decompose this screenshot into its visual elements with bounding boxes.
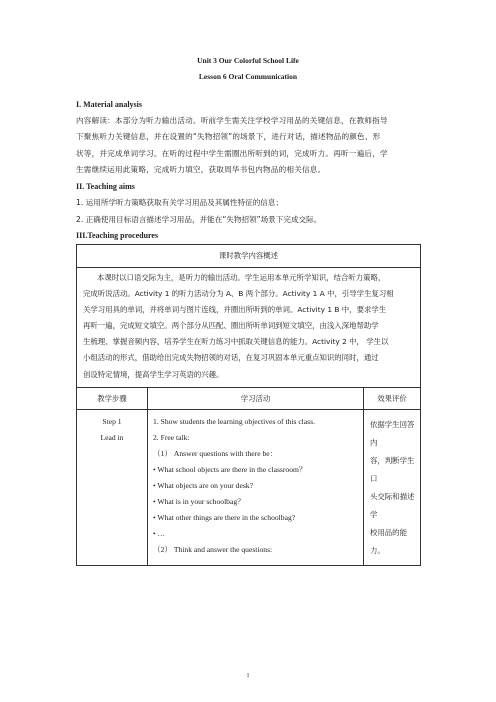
activity-line: • What other things are there in the schoolbag? [153, 513, 296, 523]
section-heading-material-analysis: I. Material analysis [76, 100, 142, 109]
page-number: 1 [246, 673, 250, 679]
section-heading-teaching-aims: II. Teaching aims [76, 182, 135, 191]
evaluation-line: 校用品的能力。 [370, 527, 407, 555]
activity-line: • … [153, 529, 166, 539]
activity-line: • What objects are on your desk? [153, 481, 253, 491]
overview-line: 再听一遍，完成短文填空。两个部分从匹配、圈出所听单词到短文填空，由浅入深地帮助学 [83, 321, 379, 331]
document-subtitle: Lesson 6 Oral Communication [198, 72, 298, 81]
column-header-step: 教学步骤 [77, 387, 148, 409]
column-header-evaluation: 效果评价 [364, 387, 421, 409]
activity-line: • What school objects are there in the classroom？ [153, 464, 307, 474]
activity-line: （2） Think and answer the questions: [153, 545, 273, 555]
step-cell [77, 409, 148, 565]
evaluation-line: 依据学生回答内 [370, 419, 415, 447]
paragraph-line: 下聚焦听力关键信息，并在设置的“失物招领”的场景下，进行对话，描述物品的颜色、形 [76, 132, 381, 142]
overview-title: 课时教学内容概述 [77, 245, 421, 268]
paragraph-line: 生需继续运用此策略，完成听力填空，获取周华书包内物品的相关信息。 [76, 165, 326, 175]
overview-body [77, 268, 421, 388]
overview-line: 创设特定情境，提高学生学习英语的兴趣。 [83, 369, 224, 379]
teaching-procedures-table [76, 244, 421, 566]
activities-cell [148, 409, 364, 565]
material-analysis-paragraph [76, 113, 421, 179]
paragraph-line: 状等，并完成单词学习。在听的过程中学生需圈出所听到的词，完成听力。再听一遍后，学 [76, 148, 388, 158]
teaching-aim-item: 2. 正确使用目标语言描述学习用品，并能在“失物招领”场景下完成交际。 [76, 215, 322, 224]
overview-line: 完成听说活动。Activity 1 的听力活动分为 A、B 两个部分。Activity 1 A 中，引导学生复习相 [83, 289, 394, 299]
evaluation-line: 头交际和描述学 [370, 491, 415, 519]
overview-line: 本课时以口语交际为主，是听力的输出活动。学生运用本单元所学知识，结合听力策略， [97, 273, 386, 282]
step-number: Step 1 [102, 416, 122, 426]
step-name: Lead in [100, 432, 124, 442]
section-heading-teaching-procedures: III.Teaching procedures [76, 231, 159, 240]
overview-line: 生梳理、掌握音频内容，培养学生在听力练习中抓取关键信息的能力。Activity 2 中， 学生以 [83, 337, 389, 347]
overview-line: 关学习用具的单词，并将单词与图片连线，并圈出所听到的单词。Activity 1 B 中，要求学生 [83, 305, 387, 315]
activity-line: 1. Show students the learning objectives of this class. [153, 416, 315, 426]
paragraph-line: 内容解读：本部分为听力输出活动。听前学生需关注学校学习用品的关键信息，在教师指导 [76, 116, 388, 125]
evaluation-line: 容，判断学生口 [370, 455, 415, 483]
document-title: Unit 3 Our Colorful School Life [197, 56, 299, 65]
column-header-activity: 学习活动 [148, 387, 364, 409]
activity-line: • What is in your schoolbag？ [153, 497, 245, 507]
teaching-aim-item: 1. 运用所学听力策略获取有关学习用品及其属性特征的信息； [76, 198, 284, 207]
activity-line: 2. Free talk: [153, 432, 190, 442]
activity-line: （1） Answer questions with there be： [153, 448, 278, 458]
evaluation-cell [364, 409, 421, 565]
overview-line: 小组活动的形式，借助给出完成失物招领的对话，在复习巩固本单元重点知识的同时，通过 [83, 353, 379, 363]
